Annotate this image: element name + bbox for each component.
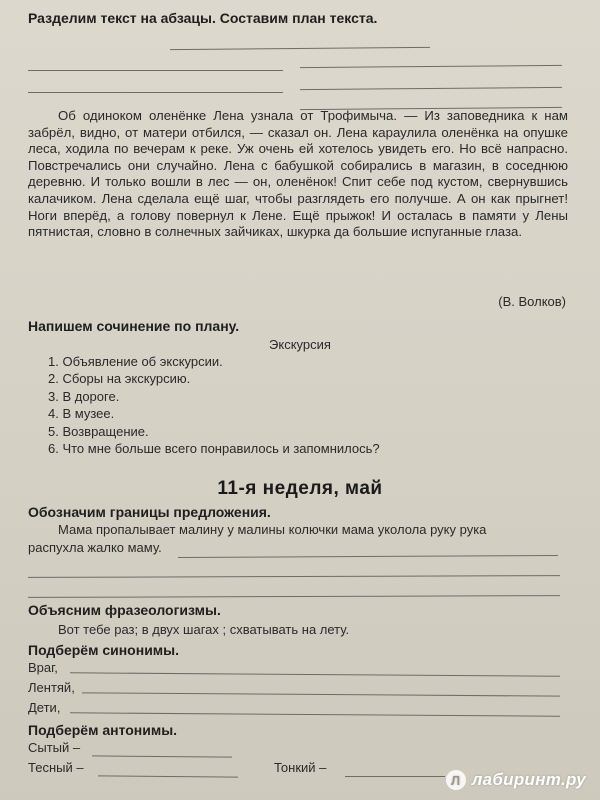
week-title: 11-я неделя, май bbox=[217, 478, 383, 499]
synonym-word: Лентяй, bbox=[28, 680, 75, 695]
plan-item: 4. В музее. bbox=[48, 406, 115, 422]
writing-line bbox=[178, 555, 558, 558]
essay-plan-list bbox=[48, 353, 380, 457]
writing-line bbox=[28, 92, 283, 93]
writing-line bbox=[300, 87, 562, 90]
writing-line bbox=[300, 65, 562, 68]
watermark-logo-icon: Л bbox=[446, 770, 466, 790]
antonym-word: Сытый – bbox=[28, 740, 81, 755]
idioms-text: Вот тебе раз; в двух шагах ; схватывать на лету. bbox=[58, 622, 350, 637]
essay-title: Экскурсия bbox=[269, 337, 331, 352]
synonym-word: Дети, bbox=[28, 700, 61, 715]
section-heading-idioms: Объясним фразеологизмы. bbox=[28, 602, 221, 618]
plan-item: 6. Что мне больше всего понравилось и запомнилось? bbox=[48, 441, 380, 457]
section-heading-antonyms: Подберём антонимы. bbox=[28, 722, 178, 738]
writing-line bbox=[28, 595, 560, 598]
plan-item: 2. Сборы на экскурсию. bbox=[48, 371, 191, 387]
writing-line bbox=[345, 776, 445, 777]
writing-line bbox=[70, 712, 560, 716]
sentence-text-line1: Мама пропалывает малину у малины колючки мама уколола руку рука bbox=[58, 522, 487, 537]
antonym-word: Тонкий – bbox=[274, 760, 327, 775]
sentence-text-line2: распухла жалко маму. bbox=[28, 540, 162, 555]
section-heading-sentences: Обозначим границы предложения. bbox=[28, 504, 271, 520]
plan-item: 1. Объявление об экскурсии. bbox=[48, 354, 223, 369]
story-paragraph: Об одиноком оленёнке Лена узнала от Трофимыча. — Из заповедника к нам забрёл, видно, от матери отбился, — сказал он. Лена караулила оленёнка на опушке леса, ходила по вечерам к реке. Уж очень ей хотелось увидеть его. Но всё напрасно. Повстречались они случайно. Лена с бабушкой собирались в магазин, в соседнюю деревню. И только вошли в лес — он, оленёнок! Спит себе под кустом, свернувшись калачиком. Лена сделала ещё шаг, чтобы разглядеть его получше. А он как прыгнет! Ноги вперёд, а голову повернул к Лене. Ещё прыжок! И осталась в памяти у Лены пятнистая, словно в солнечных зайчиках, шкурка да большие испуганные глаза. bbox=[28, 108, 568, 240]
section-heading-paragraphs: Разделим текст на абзацы. Составим план текста. bbox=[28, 10, 378, 26]
plan-item: 3. В дороге. bbox=[48, 388, 120, 404]
section-heading-essay: Напишем сочинение по плану. bbox=[28, 318, 240, 334]
synonym-word: Враг, bbox=[28, 660, 58, 675]
writing-line bbox=[92, 755, 232, 757]
writing-line bbox=[170, 47, 430, 50]
antonym-word: Тесный – bbox=[28, 760, 84, 775]
writing-line bbox=[98, 775, 238, 777]
writing-line bbox=[28, 575, 560, 578]
plan-item: 5. Возвращение. bbox=[48, 423, 149, 439]
watermark bbox=[446, 770, 586, 790]
writing-line bbox=[82, 692, 560, 696]
watermark-text: лабиринт.ру bbox=[471, 770, 586, 789]
story-author: (В. Волков) bbox=[498, 294, 566, 309]
section-heading-synonyms: Подберём синонимы. bbox=[28, 642, 179, 658]
writing-line bbox=[28, 70, 283, 71]
writing-line bbox=[70, 672, 560, 676]
